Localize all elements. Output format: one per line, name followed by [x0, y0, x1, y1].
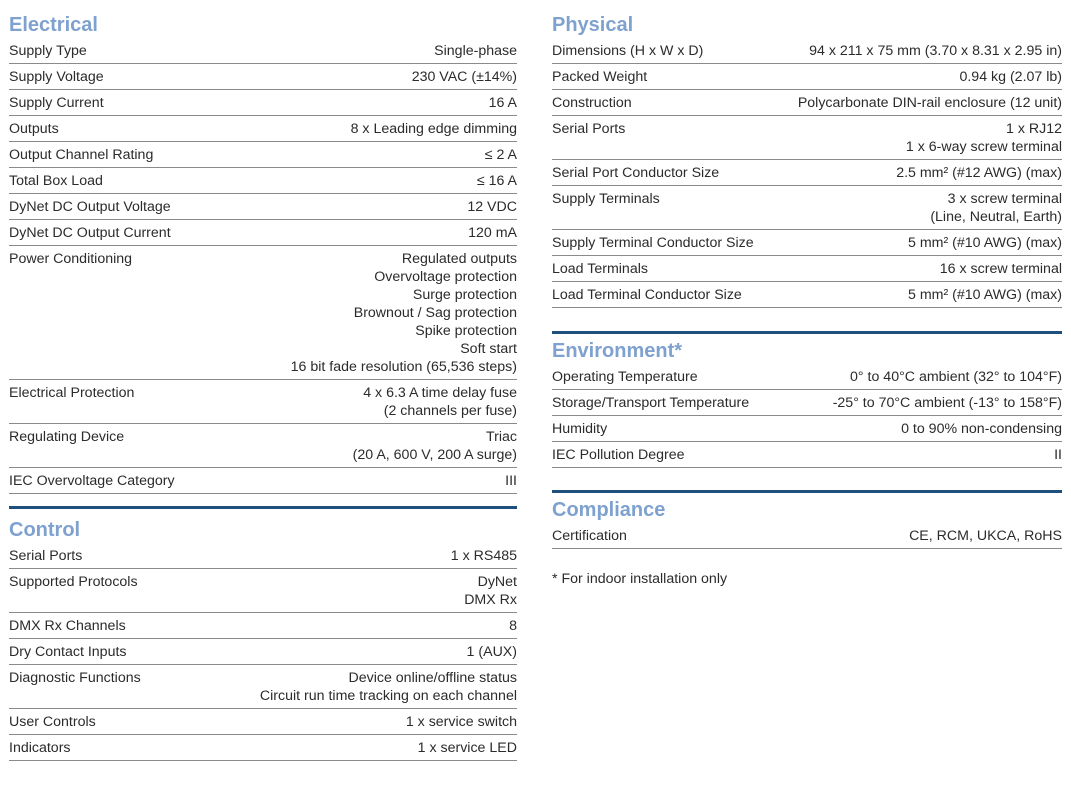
spec-row: [552, 390, 1062, 416]
spec-label: Power Conditioning: [9, 251, 133, 267]
physical-title: Physical: [552, 14, 634, 36]
spec-row: [9, 90, 517, 116]
spec-value: [353, 428, 517, 464]
spec-label: Load Terminals: [552, 261, 648, 277]
compliance-table: [552, 523, 1062, 549]
spec-label: Total Box Load: [9, 173, 103, 189]
spec-value: [930, 190, 1062, 226]
spec-value: [464, 573, 517, 609]
spec-value-line: 1 x service switch: [405, 714, 517, 730]
right-column: [552, 0, 1062, 587]
spec-row: [552, 282, 1062, 308]
spec-row: [9, 569, 517, 613]
spec-value: [363, 384, 517, 420]
spec-value: [896, 164, 1062, 182]
spec-row: [552, 160, 1062, 186]
spec-value-line: DMX Rx: [464, 592, 517, 608]
spec-row: [552, 256, 1062, 282]
control-divider: [9, 506, 517, 509]
spec-row: [552, 64, 1062, 90]
spec-value: [291, 250, 517, 376]
spec-row: [552, 364, 1062, 390]
spec-value: [467, 643, 517, 661]
spec-row: [9, 380, 517, 424]
spec-row: [9, 543, 517, 569]
spec-value: [906, 120, 1062, 156]
spec-row: [552, 116, 1062, 160]
environment-divider: [552, 331, 1062, 334]
spec-label: DMX Rx Channels: [9, 618, 126, 634]
spec-label: Outputs: [9, 121, 59, 137]
spec-value-line: 5 mm² (#10 AWG) (max): [908, 235, 1062, 251]
spec-value: [489, 94, 517, 112]
spec-value: [1054, 446, 1062, 464]
spec-value-line: Device online/offline status: [348, 670, 517, 686]
spec-label: Serial Ports: [9, 548, 83, 564]
spec-label: Dimensions (H x W x D): [552, 43, 704, 59]
spec-value-line: ≤ 16 A: [476, 173, 517, 189]
spec-value-line: Overvoltage protection: [374, 269, 517, 285]
spec-value: [509, 617, 517, 635]
spec-row: [552, 186, 1062, 230]
spec-label: Supply Current: [9, 95, 104, 111]
spec-value: [908, 234, 1062, 252]
spec-value-line: 8 x Leading edge dimming: [350, 121, 517, 137]
spec-value-line: 1 x RS485: [450, 548, 517, 564]
spec-value-line: 4 x 6.3 A time delay fuse: [363, 385, 517, 401]
spec-value: [850, 368, 1062, 386]
spec-value-line: Spike protection: [415, 323, 517, 339]
spec-value: [959, 68, 1062, 86]
spec-value: [477, 172, 517, 190]
spec-row: [9, 709, 517, 735]
spec-label: IEC Pollution Degree: [552, 447, 685, 463]
spec-label: Load Terminal Conductor Size: [552, 287, 742, 303]
spec-value-line: 16 A: [488, 95, 517, 111]
spec-row: [9, 613, 517, 639]
spec-row: [552, 442, 1062, 468]
spec-label: IEC Overvoltage Category: [9, 473, 175, 489]
spec-row: [552, 90, 1062, 116]
spec-label: Output Channel Rating: [9, 147, 154, 163]
spec-label: Electrical Protection: [9, 385, 135, 401]
spec-label: Packed Weight: [552, 69, 648, 85]
spec-row: [9, 735, 517, 761]
environment-title: Environment*: [552, 340, 683, 362]
spec-label: Serial Ports: [552, 121, 626, 137]
spec-row: [9, 38, 517, 64]
spec-value-line: 0.94 kg (2.07 lb): [959, 69, 1062, 85]
spec-value: [468, 224, 517, 242]
compliance-divider: [552, 490, 1062, 493]
spec-row: [9, 424, 517, 468]
spec-value-line: 94 x 211 x 75 mm (3.70 x 8.31 x 2.95 in): [809, 43, 1062, 59]
spec-label: Storage/Transport Temperature: [552, 395, 750, 411]
spec-value: [412, 68, 517, 86]
spec-label: Certification: [552, 528, 627, 544]
spec-label: Supply Voltage: [9, 69, 104, 85]
spec-row: [9, 639, 517, 665]
spec-value: [798, 94, 1062, 112]
spec-row: [9, 194, 517, 220]
spec-row: [9, 142, 517, 168]
footnote: * For indoor installation only: [552, 571, 728, 587]
spec-value-line: 1 x service LED: [417, 740, 517, 756]
spec-value-line: 3 x screw terminal: [947, 191, 1062, 207]
spec-value: [833, 394, 1062, 412]
spec-value-line: Polycarbonate DIN-rail enclosure (12 unit): [797, 95, 1062, 111]
spec-value: [505, 472, 517, 490]
spec-row: [552, 230, 1062, 256]
spec-value: [940, 260, 1062, 278]
spec-row: [552, 523, 1062, 549]
spec-row: [9, 64, 517, 90]
spec-value: [467, 198, 517, 216]
spec-value-line: Soft start: [460, 341, 517, 357]
environment-table: [552, 364, 1062, 468]
spec-label: Supply Terminals: [552, 191, 660, 207]
spec-label: User Controls: [9, 714, 96, 730]
spec-value: [485, 146, 517, 164]
spec-value-line: (2 channels per fuse): [383, 403, 517, 419]
spec-row: [552, 416, 1062, 442]
spec-value-line: CE, RCM, UKCA, RoHS: [909, 528, 1062, 544]
spec-value-line: (Line, Neutral, Earth): [930, 209, 1062, 225]
spec-value-line: Regulated outputs: [401, 251, 517, 267]
spec-value-line: -25° to 70°C ambient (-13° to 158°F): [832, 395, 1062, 411]
spec-value: [809, 42, 1062, 60]
spec-value: [451, 547, 517, 565]
spec-label: Indicators: [9, 740, 71, 756]
spec-value: [351, 120, 517, 138]
spec-value-line: DyNet: [477, 574, 517, 590]
spec-value-line: 8: [509, 618, 517, 634]
spec-row: [9, 665, 517, 709]
spec-value-line: 16 x screw terminal: [939, 261, 1062, 277]
spec-value: [908, 286, 1062, 304]
spec-value-line: 2.5 mm² (#12 AWG) (max): [896, 165, 1062, 181]
left-column: [9, 0, 517, 761]
spec-value-line: 1 x RJ12: [1006, 121, 1062, 137]
spec-row: [9, 246, 517, 380]
spec-value: [260, 669, 517, 705]
control-table: [9, 543, 517, 761]
spec-value-line: 0° to 40°C ambient (32° to 104°F): [850, 369, 1062, 385]
spec-label: Dry Contact Inputs: [9, 644, 127, 660]
electrical-table: [9, 38, 517, 494]
spec-value: [406, 713, 517, 731]
spec-value-line: II: [1054, 447, 1062, 463]
spec-label: Diagnostic Functions: [9, 670, 141, 686]
spec-label: Supply Terminal Conductor Size: [552, 235, 754, 251]
spec-label: Operating Temperature: [552, 369, 698, 385]
spec-value: [418, 739, 517, 757]
spec-value-line: Circuit run time tracking on each channel: [259, 688, 517, 704]
spec-row: [552, 38, 1062, 64]
spec-value-line: ≤ 2 A: [484, 147, 517, 163]
spec-value-line: III: [505, 473, 517, 489]
spec-label: Construction: [552, 95, 632, 111]
spec-value-line: 5 mm² (#10 AWG) (max): [908, 287, 1062, 303]
spec-value-line: 120 mA: [468, 225, 517, 241]
compliance-title: Compliance: [552, 499, 666, 521]
electrical-title: Electrical: [9, 14, 98, 36]
spec-value-line: 1 (AUX): [466, 644, 517, 660]
spec-label: Regulating Device: [9, 429, 125, 445]
spec-value-line: Surge protection: [412, 287, 517, 303]
spec-value-line: Single-phase: [434, 43, 517, 59]
spec-value: [901, 420, 1062, 438]
spec-label: DyNet DC Output Voltage: [9, 199, 171, 215]
spec-value-line: (20 A, 600 V, 200 A surge): [352, 447, 517, 463]
spec-row: [9, 116, 517, 142]
spec-value-line: Brownout / Sag protection: [353, 305, 517, 321]
spec-value: [434, 42, 517, 60]
spec-label: Serial Port Conductor Size: [552, 165, 720, 181]
physical-table: [552, 38, 1062, 308]
spec-row: [9, 168, 517, 194]
spec-label: Supply Type: [9, 43, 87, 59]
spec-value-line: 16 bit fade resolution (65,536 steps): [290, 359, 517, 375]
control-title: Control: [9, 519, 81, 541]
spec-value-line: 1 x 6-way screw terminal: [905, 139, 1062, 155]
spec-value: [909, 527, 1062, 545]
spec-value-line: 230 VAC (±14%): [411, 69, 517, 85]
spec-value-line: Triac: [485, 429, 517, 445]
spec-row: [9, 220, 517, 246]
spec-row: [9, 468, 517, 494]
spec-label: Humidity: [552, 421, 608, 437]
spec-value-line: 12 VDC: [467, 199, 517, 215]
spec-label: Supported Protocols: [9, 574, 138, 590]
spec-value-line: 0 to 90% non-condensing: [901, 421, 1062, 437]
spec-label: DyNet DC Output Current: [9, 225, 171, 241]
